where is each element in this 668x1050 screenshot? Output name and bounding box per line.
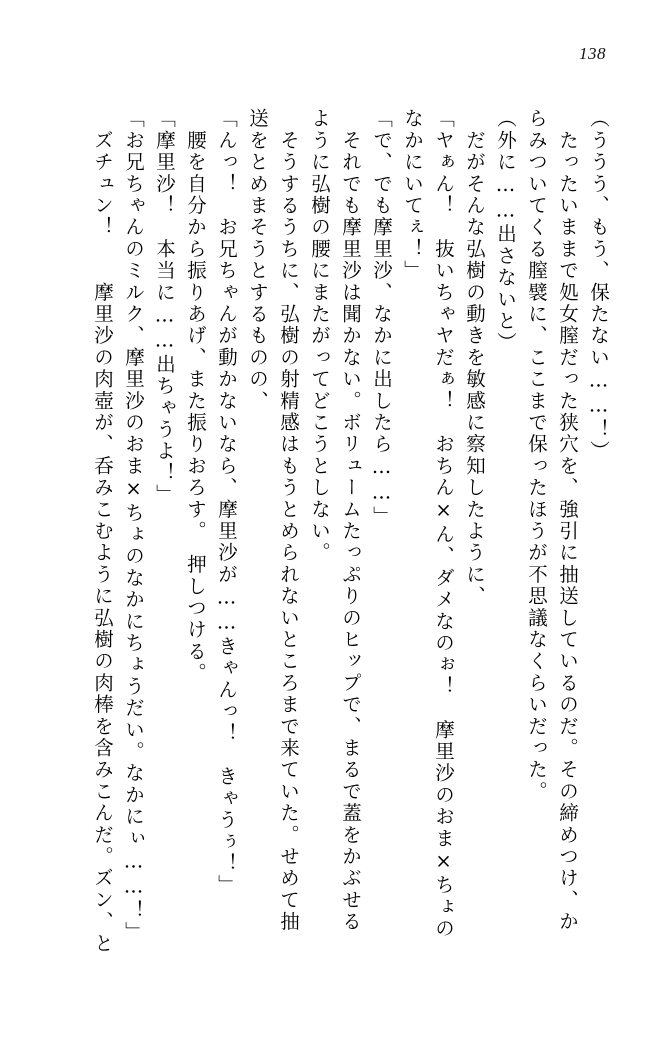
text-line: 送をとめまそうとするものの、 (246, 108, 269, 412)
text-line: らみついてくる膣襞に、ここまで保ったほうが不思議なくらいだった。 (525, 108, 548, 803)
text-line: （ううう、もう、保たない……！） (587, 108, 610, 463)
body-text-block (44, 108, 608, 1008)
text-line: だがそんな弘樹の動きを敏感に察知したように、 (463, 108, 486, 608)
text-line: ズチュン！ 摩里沙の肉壺が、呑みこむように弘樹の肉棒を含みこんだ。ズン、と (91, 108, 114, 955)
text-line: ように弘樹の腰にまたがってどこうとしない。 (308, 108, 331, 564)
text-line: 「で、でも摩里沙、なかに出したら……」 (370, 108, 393, 528)
text-line: 「お兄ちゃんのミルク、摩里沙のおま×ちょのなかにちょうだい。なかにぃ……！」 (122, 108, 145, 944)
page-number: 138 (579, 44, 606, 63)
text-line: （外に……出さないと） (494, 108, 517, 354)
text-line: たったいままで処女膣だった狭穴を、強引に抽送しているのだ。その締めつけ、か (556, 108, 579, 933)
text-line: 「ヤぁん！ 抜いちゃヤだぁ！ おちん×ん、ダメなのぉ！ 摩里沙のおま×ちょの (432, 108, 455, 940)
text-line: 「んっ！ お兄ちゃんが動かないなら、摩里沙が……きゃんっ！ きゃうぅ！」 (215, 108, 238, 897)
text-line: 腰を自分から振りあげ、また振りおろす。 押しつける。 (184, 108, 207, 685)
text-line: 「摩里沙！ 本当に……出ちゃうよ！」 (153, 108, 176, 506)
text-line: なかにいてぇ！」 (401, 108, 424, 282)
text-line: そうするうちに、弘樹の射精感はもうとめられないところまで来ていた。せめて抽 (277, 108, 300, 933)
text-line: それでも摩里沙は聞かない。ボリュームたっぷりのヒップで、まるで蓋をかぶせる (339, 108, 362, 933)
